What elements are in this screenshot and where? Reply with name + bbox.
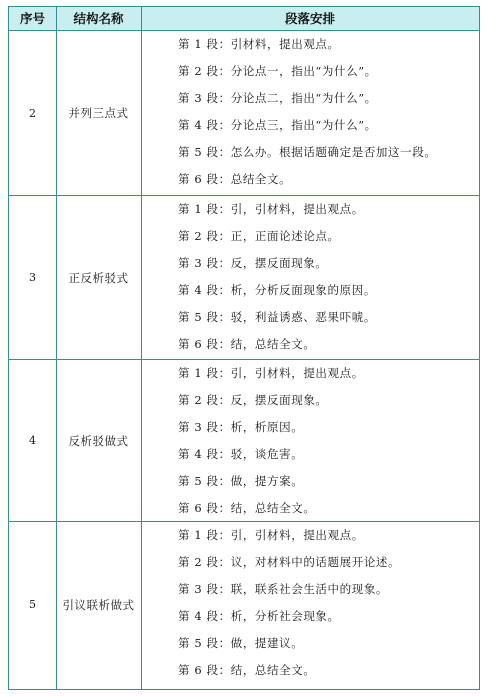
paragraph-item: 第 4 段：分论点三，指出“为什么”。 (178, 118, 377, 132)
paragraph-item: 第 3 段：反，摆反面现象。 (178, 256, 328, 270)
structure-name: 引议联析做式 (62, 597, 135, 612)
paragraph-item: 第 4 段：驳，谈危害。 (178, 447, 304, 461)
paragraph-list (141, 196, 479, 359)
paragraph-item: 第 1 段：引材料，提出观点。 (178, 37, 340, 51)
paragraph-item: 第 4 段：析，分析社会现象。 (178, 609, 340, 623)
paragraph-item: 第 6 段：结，总结全文。 (178, 663, 316, 677)
row-number: 3 (29, 271, 36, 284)
paragraph-list (141, 360, 479, 521)
paragraph-item: 第 3 段：分论点二，指出“为什么”。 (178, 91, 377, 105)
table-row (9, 521, 479, 687)
paragraph-item: 第 2 段：正，正面论述论点。 (178, 229, 340, 243)
paragraph-item: 第 5 段：做，提建议。 (178, 636, 304, 650)
row-number: 4 (29, 434, 36, 447)
paragraph-list (141, 522, 479, 687)
paragraph-item: 第 1 段：引，引材料，提出观点。 (178, 202, 364, 216)
structure-name: 正反析驳式 (68, 270, 129, 285)
paragraph-item: 第 3 段：联，联系社会生活中的现象。 (178, 582, 389, 596)
paragraph-item: 第 5 段：做，提方案。 (178, 474, 304, 488)
paragraph-item: 第 1 段：引，引材料，提出观点。 (178, 528, 364, 542)
paragraph-item: 第 6 段：结，总结全文。 (178, 501, 316, 515)
header-structure-name: 结构名称 (73, 11, 124, 26)
paragraph-item: 第 5 段：怎么办。根据话题确定是否加这一段。 (178, 145, 437, 159)
paragraph-item: 第 2 段：反，摆反面现象。 (178, 393, 328, 407)
paragraph-item: 第 4 段：析，分析反面现象的原因。 (178, 283, 376, 297)
structure-table (8, 6, 480, 690)
paragraph-item: 第 5 段：驳，利益诱惑、恶果吓唬。 (178, 310, 376, 324)
table-header-row (9, 7, 479, 31)
row-number: 2 (29, 106, 36, 120)
header-paragraph-arrangement: 段落安排 (284, 11, 335, 26)
paragraph-item: 第 3 段：析，析原因。 (178, 420, 304, 434)
paragraph-item: 第 1 段：引，引材料，提出观点。 (178, 366, 364, 380)
paragraph-item: 第 6 段：总结全文。 (178, 172, 292, 186)
header-number: 序号 (19, 11, 45, 26)
paragraph-item: 第 2 段：议，对材料中的话题展开论述。 (178, 555, 401, 569)
table-row (9, 359, 479, 521)
row-number: 5 (29, 598, 36, 611)
table-row (9, 195, 479, 359)
table-row (9, 31, 479, 195)
structure-name: 反析驳做式 (68, 433, 129, 448)
paragraph-list (141, 31, 479, 195)
paragraph-item: 第 6 段：结，总结全文。 (178, 337, 316, 351)
structure-name: 并列三点式 (68, 106, 129, 120)
paragraph-item: 第 2 段：分论点一，指出“为什么”。 (178, 64, 377, 78)
